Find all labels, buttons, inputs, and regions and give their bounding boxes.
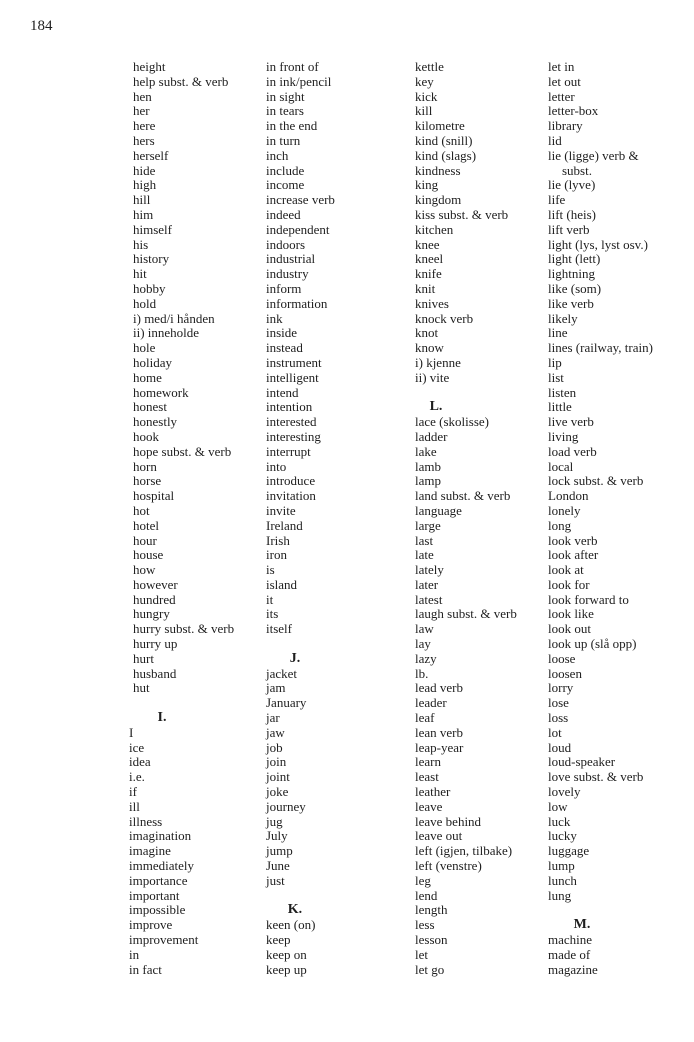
word-entry: living	[548, 428, 579, 444]
word-entry: himself	[133, 221, 172, 237]
word-entry: hut	[133, 680, 150, 696]
word-entry: if	[129, 784, 137, 800]
word-entry: know	[415, 340, 444, 356]
word-entry: lump	[548, 858, 575, 874]
spacer	[415, 386, 545, 401]
word-entry: hook	[133, 428, 159, 444]
section-letter-heading: L.	[429, 399, 443, 415]
word-entry: knot	[415, 325, 439, 341]
word-entry: i) med/i hånden	[133, 310, 215, 326]
word-entry: in fact	[129, 961, 162, 977]
word-column-3	[415, 60, 545, 977]
page-number: 184	[30, 18, 53, 34]
word-entry: life	[548, 192, 566, 208]
word-entry: lip	[548, 354, 562, 370]
word-entry: imagine	[129, 843, 171, 859]
word-entry: job	[266, 739, 283, 755]
word-entry: key	[415, 73, 434, 89]
word-entry: local	[548, 458, 574, 474]
word-entry: light (lett)	[548, 251, 601, 267]
word-entry: likely	[548, 310, 578, 326]
word-entry: love subst. & verb	[548, 769, 644, 785]
word-entry: intention	[266, 399, 313, 415]
word-entry: lift (heis)	[548, 206, 597, 222]
word-entry: kitchen	[415, 221, 454, 237]
word-entry: kingdom	[415, 192, 462, 208]
word-entry: knit	[415, 280, 436, 296]
word-entry: join	[266, 754, 287, 770]
word-entry: in	[129, 946, 140, 962]
word-entry: look like	[548, 606, 594, 622]
word-entry: line	[548, 325, 568, 341]
word-entry: Irish	[266, 532, 290, 548]
spacer	[133, 696, 263, 711]
word-entry: hobby	[133, 280, 166, 296]
word-entry: long	[548, 517, 572, 533]
word-entry: leaf	[415, 710, 435, 726]
word-entry: later	[415, 576, 439, 592]
word-entry: loud	[548, 739, 572, 755]
word-entry: laugh subst. & verb	[415, 606, 517, 622]
word-entry: machine	[548, 932, 593, 948]
word-entry: in the end	[266, 118, 318, 134]
word-entry: hospital	[133, 488, 175, 504]
word-entry: indeed	[266, 206, 301, 222]
word-entry: i.e.	[129, 769, 145, 785]
word-entry: hurt	[133, 650, 154, 666]
word-entry: jug	[266, 813, 283, 829]
word-entry: June	[266, 858, 290, 874]
word-entry: subst.	[562, 162, 592, 178]
word-entry: law	[415, 621, 434, 637]
word-entry: king	[415, 177, 439, 193]
word-entry: load verb	[548, 443, 597, 459]
word-entry: lend	[415, 887, 438, 903]
word-entry: information	[266, 295, 328, 311]
section-letter-heading: K.	[287, 902, 303, 918]
word-entry: help subst. & verb	[133, 73, 229, 89]
word-entry: iron	[266, 547, 287, 563]
word-entry: ii) vite	[415, 369, 450, 385]
word-entry: lately	[415, 562, 444, 578]
word-entry: hole	[133, 340, 156, 356]
word-entry: loosen	[548, 665, 582, 681]
word-entry: keen (on)	[266, 917, 316, 933]
word-entry: July	[266, 828, 288, 844]
word-entry: journey	[266, 798, 306, 814]
word-entry: live verb	[548, 414, 594, 430]
word-entry: land subst. & verb	[415, 488, 511, 504]
word-column-4	[548, 60, 688, 977]
word-entry: leather	[415, 784, 451, 800]
word-entry: leave	[415, 798, 443, 814]
word-entry: lift verb	[548, 221, 590, 237]
word-entry: ladder	[415, 428, 448, 444]
word-entry: let go	[415, 961, 445, 977]
word-entry: immediately	[129, 858, 194, 874]
word-entry: lines (railway, train)	[548, 340, 653, 356]
word-entry: height	[133, 59, 166, 74]
word-entry: indoors	[266, 236, 305, 252]
word-entry: industrial	[266, 251, 316, 267]
word-entry: Ireland	[266, 517, 303, 533]
word-entry: kilometre	[415, 118, 465, 134]
word-entry: hurry up	[133, 636, 178, 652]
section-letter-heading: I.	[157, 710, 167, 726]
word-entry: house	[133, 547, 164, 563]
word-entry: into	[266, 458, 287, 474]
word-entry: invitation	[266, 488, 316, 504]
word-entry: jam	[266, 680, 286, 696]
word-entry: loss	[548, 710, 569, 726]
word-entry: just	[266, 872, 285, 888]
word-entry: letter-box	[548, 103, 599, 119]
word-entry: latest	[415, 591, 443, 607]
word-entry: look after	[548, 547, 599, 563]
word-entry: kill	[415, 103, 433, 119]
word-entry: include	[266, 162, 305, 178]
word-entry: lie (lyve)	[548, 177, 596, 193]
word-entry: luck	[548, 813, 571, 829]
word-entry: independent	[266, 221, 330, 237]
word-entry: lake	[415, 443, 437, 459]
word-entry: idea	[129, 754, 151, 770]
word-entry: lie (ligge) verb &	[548, 147, 639, 163]
word-entry: lead verb	[415, 680, 464, 696]
word-entry: lung	[548, 887, 572, 903]
word-entry: her	[133, 103, 150, 119]
word-entry: in sight	[266, 88, 305, 104]
word-entry: introduce	[266, 473, 316, 489]
word-entry: magazine	[548, 961, 598, 977]
word-entry: itself	[266, 621, 292, 637]
word-entry: inside	[266, 325, 298, 341]
spacer	[266, 889, 406, 904]
word-entry: interesting	[266, 428, 321, 444]
word-entry: knock verb	[415, 310, 474, 326]
word-entry: illness	[129, 813, 163, 829]
word-entry: interested	[266, 414, 317, 430]
word-entry: herself	[133, 147, 169, 163]
word-entry: low	[548, 798, 568, 814]
word-entry: increase verb	[266, 192, 335, 208]
word-entry: I	[129, 724, 134, 740]
word-entry: let in	[548, 59, 575, 74]
word-entry: luggage	[548, 843, 590, 859]
word-entry: hundred	[133, 591, 176, 607]
word-entry: January	[266, 695, 307, 711]
word-entry: how	[133, 562, 156, 578]
word-entry: list	[548, 369, 564, 385]
word-entry: lorry	[548, 680, 574, 696]
word-entry: hill	[133, 192, 151, 208]
word-entry: lamb	[415, 458, 441, 474]
word-entry: kiss subst. & verb	[415, 206, 509, 222]
word-entry: invite	[266, 502, 296, 518]
word-entry: hit	[133, 266, 147, 282]
word-entry: in front of	[266, 59, 319, 74]
word-entry: inch	[266, 147, 289, 163]
word-entry: look verb	[548, 532, 598, 548]
word-entry: jacket	[266, 665, 298, 681]
word-entry: keep on	[266, 946, 307, 962]
word-entry: lace (skolisse)	[415, 414, 490, 430]
word-entry: lean verb	[415, 724, 464, 740]
word-entry: imagination	[129, 828, 192, 844]
word-entry: here	[133, 118, 156, 134]
word-entry: letter	[548, 88, 575, 104]
word-entry: his	[133, 236, 149, 252]
word-entry: length	[415, 902, 448, 918]
word-entry: horse	[133, 473, 162, 489]
word-entry: island	[266, 576, 298, 592]
word-entry: lamp	[415, 473, 441, 489]
word-entry: listen	[548, 384, 577, 400]
word-entry: hurry subst. & verb	[133, 621, 235, 637]
word-entry: kind (snill)	[415, 132, 473, 148]
word-entry: ice	[129, 739, 145, 755]
word-entry: knives	[415, 295, 449, 311]
word-entry: look at	[548, 562, 584, 578]
word-entry: let out	[548, 73, 581, 89]
word-entry: lock subst. & verb	[548, 473, 644, 489]
word-entry: inform	[266, 280, 302, 296]
word-entry: honest	[133, 399, 167, 415]
word-entry: hold	[133, 295, 157, 311]
word-entry: homework	[133, 384, 189, 400]
word-entry: industry	[266, 266, 309, 282]
word-entry: kindness	[415, 162, 461, 178]
spacer	[548, 903, 688, 918]
word-entry: library	[548, 118, 583, 134]
word-entry: lb.	[415, 665, 429, 681]
word-entry: London	[548, 488, 589, 504]
word-entry: impossible	[129, 902, 186, 918]
word-entry: language	[415, 502, 462, 518]
word-entry: hers	[133, 132, 155, 148]
word-entry: lot	[548, 724, 562, 740]
word-entry: income	[266, 177, 305, 193]
word-entry: instrument	[266, 354, 322, 370]
word-entry: lovely	[548, 784, 581, 800]
word-entry: holiday	[133, 354, 172, 370]
word-entry: lose	[548, 695, 569, 711]
section-letter-heading: J.	[289, 650, 301, 666]
word-entry: him	[133, 206, 154, 222]
word-entry: horn	[133, 458, 157, 474]
spacer	[266, 637, 406, 652]
word-entry: hungry	[133, 606, 170, 622]
word-entry: lunch	[548, 872, 577, 888]
word-entry: keep	[266, 932, 291, 948]
word-entry: honestly	[133, 414, 178, 430]
word-entry: is	[266, 562, 275, 578]
word-entry: like verb	[548, 295, 594, 311]
word-entry: ii) inneholde	[133, 325, 200, 341]
word-entry: left (igjen, tilbake)	[415, 843, 513, 859]
word-entry: intend	[266, 384, 299, 400]
word-entry: kettle	[415, 59, 444, 74]
word-entry: lonely	[548, 502, 581, 518]
word-entry: ink	[266, 310, 283, 326]
word-entry: joint	[266, 769, 290, 785]
word-entry: like (som)	[548, 280, 602, 296]
word-entry: its	[266, 606, 279, 622]
word-entry: look for	[548, 576, 590, 592]
word-entry: i) kjenne	[415, 354, 461, 370]
word-entry: home	[133, 369, 162, 385]
word-entry: made of	[548, 946, 591, 962]
word-entry: it	[266, 591, 274, 607]
word-entry: look forward to	[548, 591, 629, 607]
word-entry: let	[415, 946, 428, 962]
word-entry: leave out	[415, 828, 463, 844]
word-entry: in turn	[266, 132, 301, 148]
word-entry: loud-speaker	[548, 754, 616, 770]
word-entry: instead	[266, 340, 303, 356]
word-entry: intelligent	[266, 369, 319, 385]
word-column-1	[129, 59, 263, 977]
word-entry: knee	[415, 236, 440, 252]
word-entry: jump	[266, 843, 293, 859]
word-entry: hen	[133, 88, 152, 104]
word-entry: improvement	[129, 932, 199, 948]
word-entry: keep up	[266, 961, 307, 977]
word-entry: knife	[415, 266, 442, 282]
word-entry: hot	[133, 502, 150, 518]
word-entry: large	[415, 517, 441, 533]
word-entry: hope subst. & verb	[133, 443, 232, 459]
word-entry: late	[415, 547, 434, 563]
word-entry: joke	[266, 784, 289, 800]
word-entry: important	[129, 887, 180, 903]
word-entry: kick	[415, 88, 438, 104]
word-entry: interrupt	[266, 443, 311, 459]
word-entry: leap-year	[415, 739, 464, 755]
word-entry: however	[133, 576, 178, 592]
word-entry: jaw	[266, 724, 285, 740]
word-entry: leg	[415, 872, 431, 888]
word-entry: least	[415, 769, 439, 785]
word-entry: hour	[133, 532, 157, 548]
section-letter-heading: M.	[573, 917, 591, 933]
word-entry: improve	[129, 917, 173, 933]
word-entry: importance	[129, 872, 188, 888]
word-entry: husband	[133, 665, 177, 681]
word-entry: lucky	[548, 828, 577, 844]
word-entry: little	[548, 399, 572, 415]
word-entry: last	[415, 532, 434, 548]
word-entry: learn	[415, 754, 441, 770]
word-entry: high	[133, 177, 157, 193]
word-entry: leader	[415, 695, 447, 711]
word-entry: leave behind	[415, 813, 482, 829]
word-entry: look up (slå opp)	[548, 636, 637, 652]
word-entry: history	[133, 251, 170, 267]
word-entry: in ink/pencil	[266, 73, 332, 89]
word-entry: lid	[548, 132, 562, 148]
word-entry: hotel	[133, 517, 159, 533]
word-entry: left (venstre)	[415, 858, 482, 874]
word-entry: lightning	[548, 266, 595, 282]
word-entry: look out	[548, 621, 591, 637]
word-entry: ill	[129, 798, 140, 814]
word-entry: loose	[548, 650, 576, 666]
word-column-2	[266, 60, 406, 977]
word-entry: light (lys, lyst osv.)	[548, 236, 648, 252]
word-entry: kneel	[415, 251, 444, 267]
word-entry: in tears	[266, 103, 304, 119]
word-entry: kind (slags)	[415, 147, 477, 163]
word-entry: lay	[415, 636, 431, 652]
word-entry: hide	[133, 162, 156, 178]
word-entry: lesson	[415, 932, 448, 948]
word-entry: jar	[266, 710, 280, 726]
word-entry: lazy	[415, 650, 437, 666]
word-entry: less	[415, 917, 435, 933]
